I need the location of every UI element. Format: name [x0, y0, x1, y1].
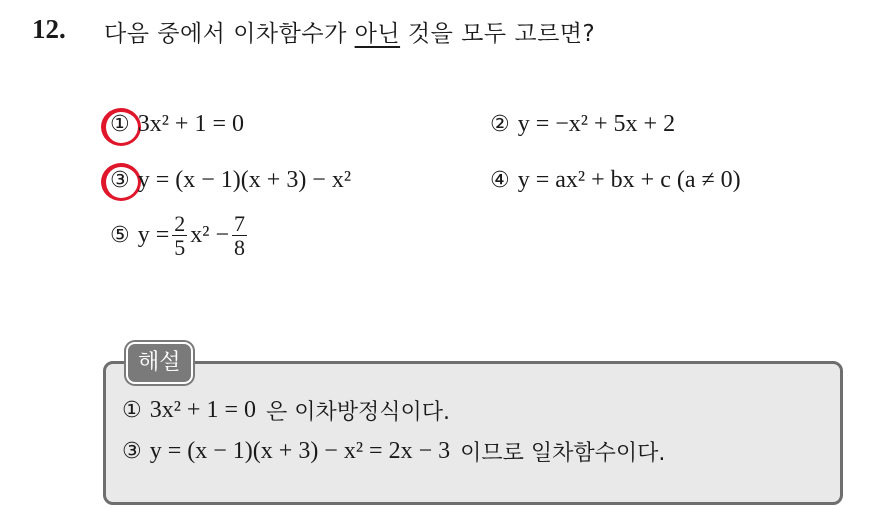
fraction-1-numerator: 2: [174, 211, 186, 236]
choice-5-middle: x² −: [190, 222, 230, 249]
explanation-line-2-number: ③: [122, 439, 142, 464]
choice-1[interactable]: [110, 111, 244, 138]
fraction-2-numerator: 7: [234, 211, 246, 236]
question-text-before: 다음 중에서 이차함수가: [104, 21, 355, 47]
choice-4-number: ④: [490, 168, 510, 193]
explanation-line-2-text: 이므로 일차함수이다.: [460, 441, 666, 466]
choice-2[interactable]: [490, 111, 675, 138]
explanation-line-1-expression: 3x² + 1 = 0: [149, 397, 256, 423]
explanation-line-1: [122, 395, 450, 426]
explanation-line-2-expression: y = (x − 1)(x + 3) − x² = 2x − 3: [149, 438, 451, 464]
choice-2-number: ②: [490, 112, 510, 137]
question-underlined: 아닌: [354, 21, 401, 47]
choice-4-expression: y = ax² + bx + c (a ≠ 0): [517, 167, 741, 193]
question-number: 12.: [32, 14, 66, 44]
question-text-after: 것을 모두 고르면?: [400, 21, 596, 47]
choice-3[interactable]: [110, 167, 351, 194]
choice-3-number: ③: [110, 168, 130, 193]
choice-5-prefix: y =: [137, 222, 170, 249]
choice-3-expression: y = (x − 1)(x + 3) − x²: [137, 167, 352, 193]
choice-5[interactable]: [110, 212, 250, 259]
choice-4[interactable]: [490, 167, 741, 194]
fraction-2-denominator: 8: [234, 235, 246, 261]
choice-5-fraction-1: [172, 212, 187, 259]
choice-5-fraction-2: [232, 212, 247, 259]
explanation-label: 해설: [126, 342, 193, 384]
choice-5-number: ⑤: [110, 223, 130, 249]
choice-2-expression: y = −x² + 5x + 2: [517, 111, 676, 137]
question-text: [104, 15, 595, 48]
fraction-1-denominator: 5: [174, 235, 186, 261]
choice-1-number: ①: [110, 112, 130, 137]
explanation-line-1-number: ①: [122, 398, 142, 423]
explanation-box: [103, 361, 843, 505]
explanation-line-2: [122, 436, 665, 467]
explanation-line-1-text: 은 이차방정식이다.: [266, 400, 451, 425]
choice-1-expression: 3x² + 1 = 0: [137, 111, 244, 137]
